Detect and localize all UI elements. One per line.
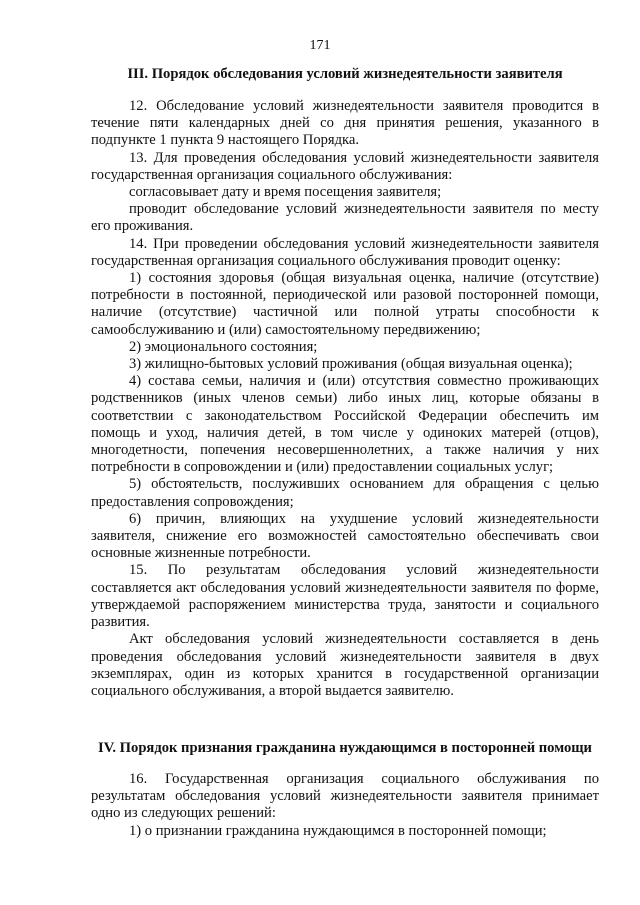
paragraph: 3) жилищно-бытовых условий проживания (общая визуальная оценка);	[129, 356, 573, 373]
paragraph: 1) о признании гражданина нуждающимся в посторонней помощи;	[129, 822, 547, 839]
paragraph: 4) состава семьи, наличия и (или) отсутствия совместно проживающих родственников (иных членов семьи) либо иных лиц, которые обязаны в соответствии с законодательством Российской Федерации обеспечить им помощь и уход, наличия детей, в том числе у одиноких матерей (отцов), многодетности, попечения несовершеннолетних, а также наличия у них потребности в сопровождении и (или) предоставлении социальных услуг;	[91, 373, 599, 476]
paragraph: проводит обследование условий жизнедеятельности заявителя по месту его проживания.	[91, 201, 599, 235]
section-3-heading: III. Порядок обследования условий жизнедеятельности заявителя	[127, 66, 563, 82]
paragraph: 5) обстоятельств, послуживших основанием для обращения с целью предоставления сопровождения;	[91, 476, 599, 510]
paragraph: 1) состояния здоровья (общая визуальная оценка, наличие (отсутствие) потребности в постоянной, периодической или разовой посторонней помощи, наличие (отсутствие) частичной или полной утраты способности к самообслуживанию и (или) самостоятельному передвижению;	[91, 270, 599, 338]
section-4-heading: IV. Порядок признания гражданина нуждающимся в посторонней помощи	[98, 740, 592, 756]
section-3-body	[91, 98, 599, 700]
paragraph: 6) причин, влияющих на ухудшение условий жизнедеятельности заявителя, снижение его возможностей самостоятельно обеспечивать свои основные жизненные потребности.	[91, 510, 599, 562]
paragraph: согласовывает дату и время посещения заявителя;	[129, 184, 442, 201]
paragraph: 2) эмоционального состояния;	[129, 338, 318, 355]
paragraph: Акт обследования условий жизнедеятельности составляется в день проведения обследования условий жизнедеятельности заявителя в двух экземплярах, один из которых хранится в государственной организации социального обслуживания, а второй выдается заявителю.	[91, 631, 599, 699]
paragraph: 16. Государственная организация социального обслуживания по результатам обследования условий жизнедеятельности заявителя принимает одно из следующих решений:	[91, 771, 599, 822]
section-4-body	[91, 771, 599, 840]
paragraph: 15. По результатам обследования условий жизнедеятельности составляется акт обследования условий жизнедеятельности заявителя по форме, утверждаемой распоряжением министерства труда, занятости и социального развития.	[91, 562, 599, 631]
paragraph: 13. Для проведения обследования условий жизнедеятельности заявителя государственная организация социального обслуживания:	[91, 149, 599, 183]
page-number: 171	[309, 38, 331, 53]
paragraph: 12. Обследование условий жизнедеятельности заявителя проводится в течение пяти календарных дней со дня принятия решения, указанного в подпункте 1 пункта 9 настоящего Порядка.	[91, 98, 599, 149]
paragraph: 14. При проведении обследования условий жизнедеятельности заявителя государственная организация социального обслуживания проводит оценку:	[91, 235, 599, 269]
